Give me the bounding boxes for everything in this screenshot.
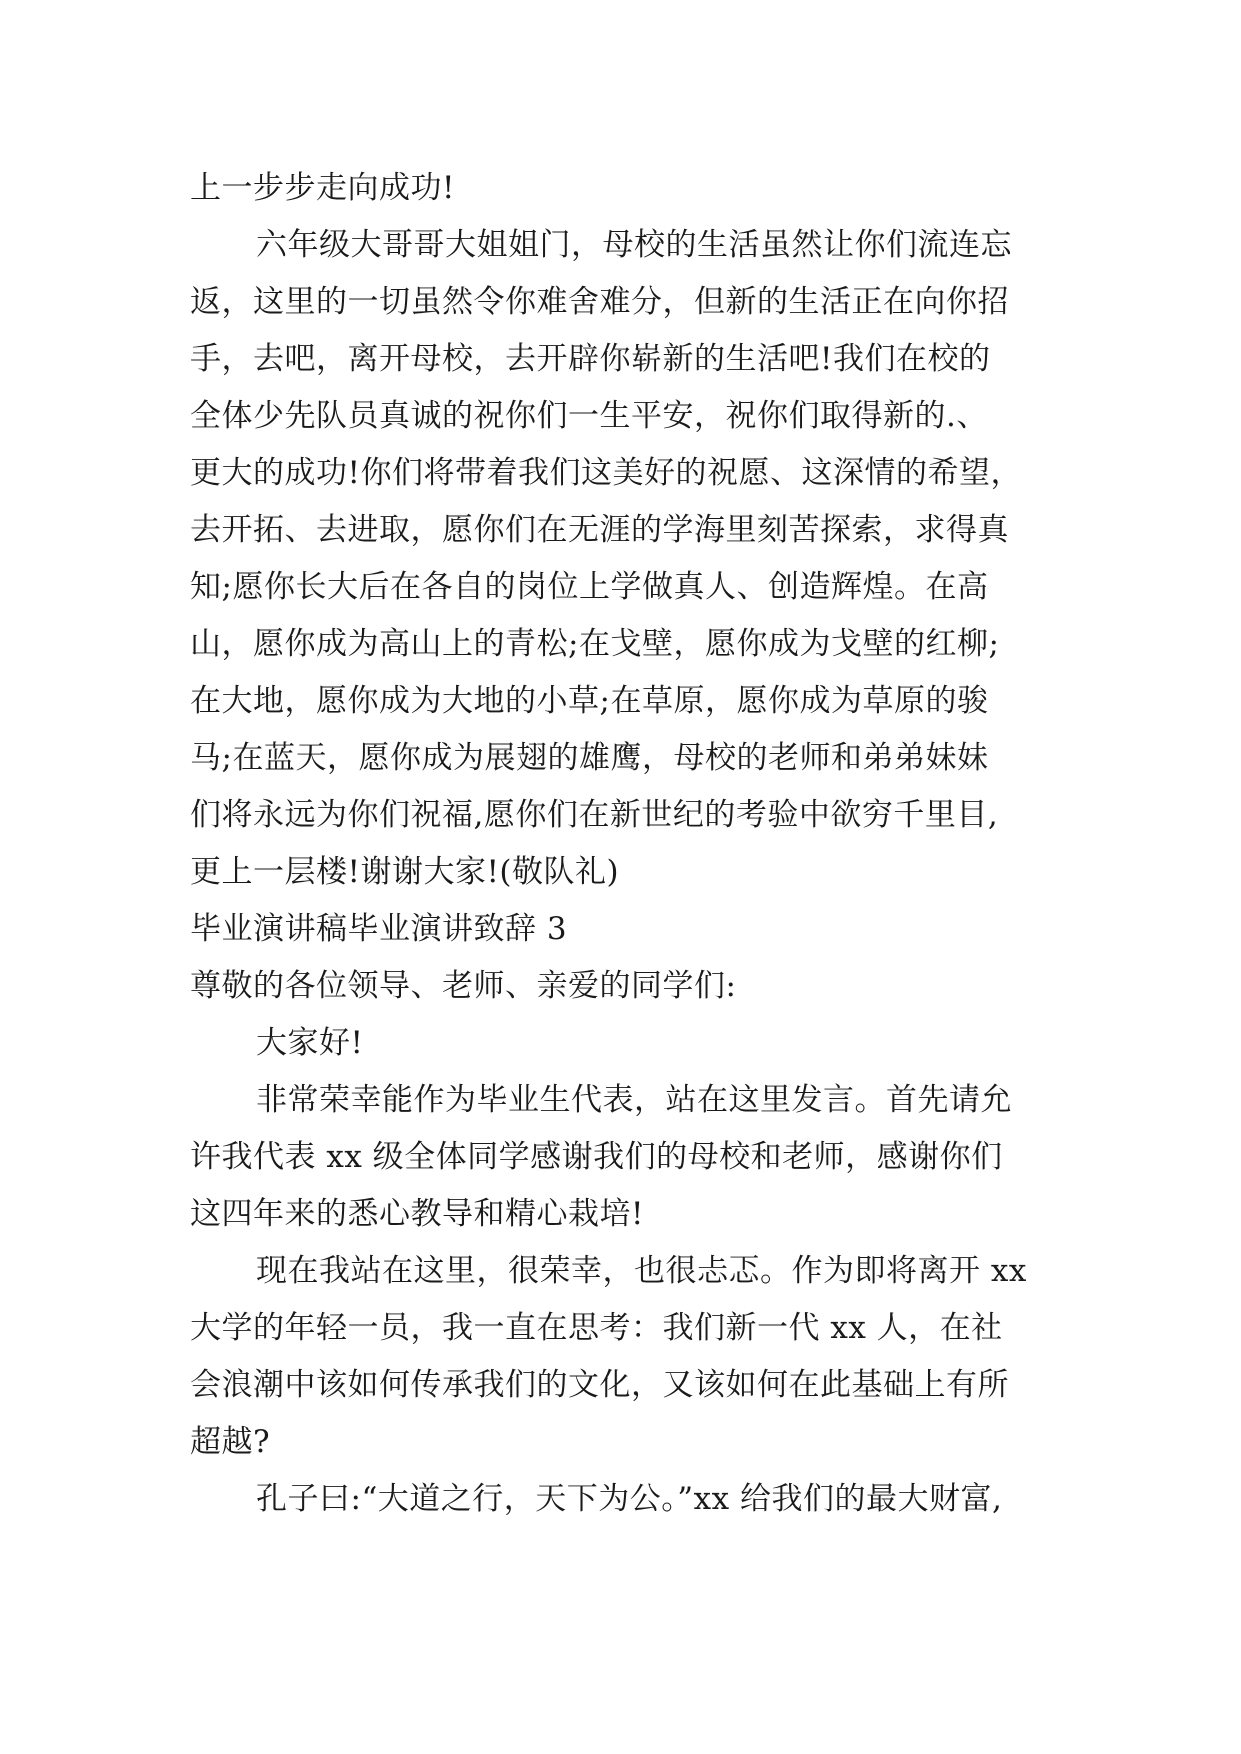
paragraph-start-line: 六年级大哥哥大姐姐门，母校的生活虽然让你们流连忘 <box>256 227 1012 263</box>
text-line: 全体少先队员真诚的祝你们一生平安，祝你们取得新的.、 <box>190 398 988 434</box>
text-line: 更大的成功!你们将带着我们这美好的祝愿、这深情的希望， <box>190 455 1022 491</box>
text-line: 超越? <box>190 1424 271 1460</box>
text-line: 知;愿你长大后在各自的岗位上学做真人、创造辉煌。在高 <box>190 569 989 605</box>
paragraph-start-line: 孔子曰:“大道之行，天下为公。”xx 给我们的最大财富, <box>256 1481 1003 1517</box>
text-line: 马;在蓝天，愿你成为展翅的雄鹰，母校的老师和弟弟妹妹 <box>190 740 989 776</box>
salutation-line: 尊敬的各位领导、老师、亲爱的同学们: <box>190 968 737 1004</box>
text-line: 山，愿你成为高山上的青松;在戈壁，愿你成为戈壁的红柳; <box>190 626 1000 662</box>
text-line: 许我代表 xx 级全体同学感谢我们的母校和老师，感谢你们 <box>190 1139 1003 1175</box>
text-line: 会浪潮中该如何传承我们的文化，又该如何在此基础上有所 <box>190 1367 1009 1403</box>
greeting-line: 大家好! <box>256 1025 364 1061</box>
text-line: 手，去吧，离开母校，去开辟你崭新的生活吧!我们在校的 <box>190 341 991 377</box>
text-line: 们将永远为你们祝福,愿你们在新世纪的考验中欲穷千里目, <box>190 797 999 833</box>
text-line: 去开拓、去进取，愿你们在无涯的学海里刻苦探索，求得真 <box>190 512 1009 548</box>
document-body <box>190 160 1090 1528</box>
text-line: 更上一层楼!谢谢大家!(敬队礼) <box>190 854 620 890</box>
text-line: 返，这里的一切虽然令你难舍难分，但新的生活正在向你招 <box>190 284 1009 320</box>
section-heading: 毕业演讲稿毕业演讲致辞 3 <box>190 911 568 947</box>
paragraph-start-line: 非常荣幸能作为毕业生代表，站在这里发言。首先请允 <box>256 1082 1012 1118</box>
paragraph-start-line: 现在我站在这里，很荣幸，也很忐忑。作为即将离开 xx <box>256 1253 1027 1289</box>
text-line: 大学的年轻一员，我一直在思考：我们新一代 xx 人，在社 <box>190 1310 1003 1346</box>
text-line: 在大地，愿你成为大地的小草;在草原，愿你成为草原的骏 <box>190 683 989 719</box>
text-line: 这四年来的悉心教导和精心栽培! <box>190 1196 644 1232</box>
text-line: 上一步步走向成功! <box>190 170 455 206</box>
